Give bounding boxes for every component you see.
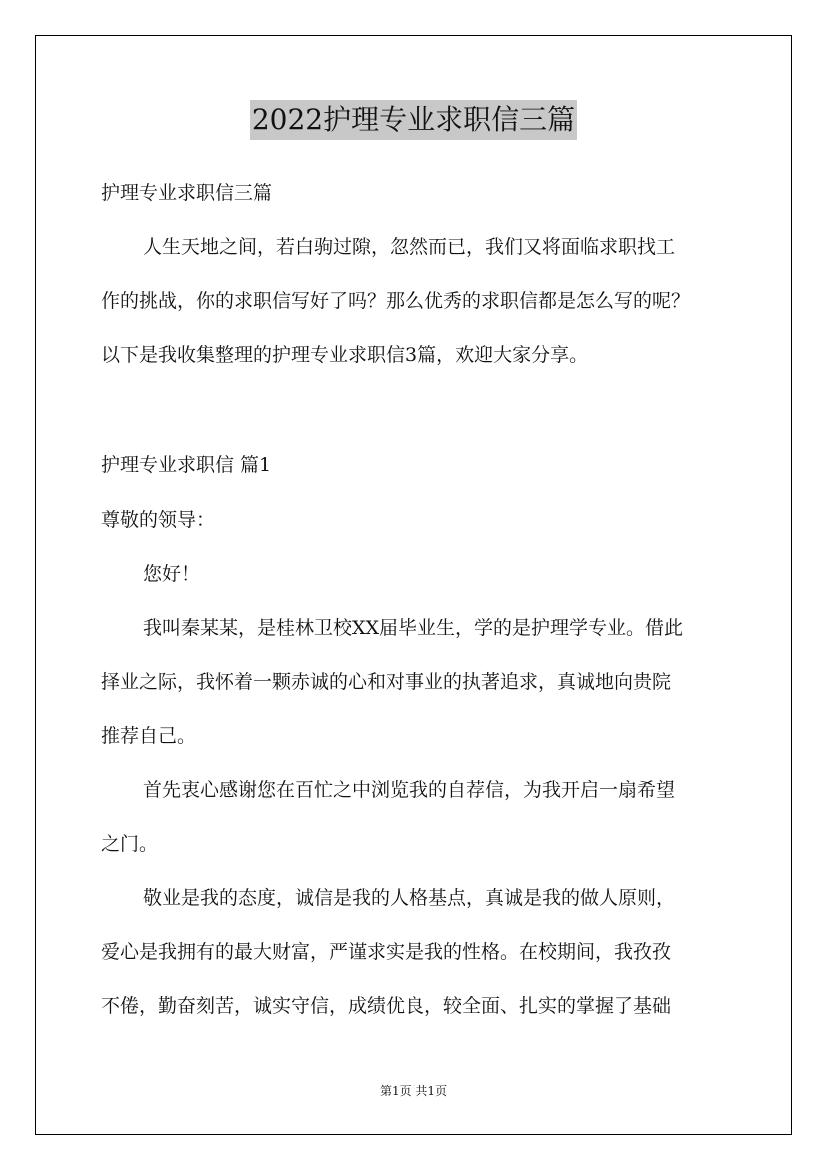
- intro-line-1: 人生天地之间，若白驹过隙，忽然而已，我们又将面临求职找工: [143, 236, 676, 258]
- para3-line-1: 敬业是我的态度，诚信是我的人格基点，真诚是我的做人原则，: [143, 887, 676, 909]
- para1-line-2: 择业之际，我怀着一颗赤诚的心和对事业的执著追求，真诚地向贵院: [101, 671, 672, 693]
- intro-line-3: 以下是我收集整理的护理专业求职信3篇，欢迎大家分享。: [101, 344, 589, 366]
- para1-line-3: 推荐自己。: [101, 725, 197, 747]
- para3-line-3: 不倦，勤奋刻苦，诚实守信，成绩优良，较全面、扎实的掌握了基础: [101, 995, 672, 1017]
- letter-heading: 护理专业求职信 篇1: [101, 454, 272, 476]
- document-title: 2022护理专业求职信三篇: [250, 100, 577, 140]
- para3-line-2: 爱心是我拥有的最大财富，严谨求实是我的性格。在校期间，我孜孜: [101, 941, 672, 963]
- subtitle: 护理专业求职信三篇: [101, 182, 273, 204]
- greeting: 您好！: [143, 563, 201, 585]
- salutation: 尊敬的领导：: [101, 509, 216, 531]
- para2-line-2: 之门。: [101, 833, 159, 855]
- para1-line-1: 我叫秦某某，是桂林卫校XX届毕业生，学的是护理学专业。借此: [143, 617, 684, 639]
- intro-line-2: 作的挑战，你的求职信写好了吗？那么优秀的求职信都是怎么写的呢？: [101, 290, 691, 312]
- page-footer: 第1页 共1页: [379, 1084, 448, 1098]
- para2-line-1: 首先衷心感谢您在百忙之中浏览我的自荐信，为我开启一扇希望: [143, 779, 676, 801]
